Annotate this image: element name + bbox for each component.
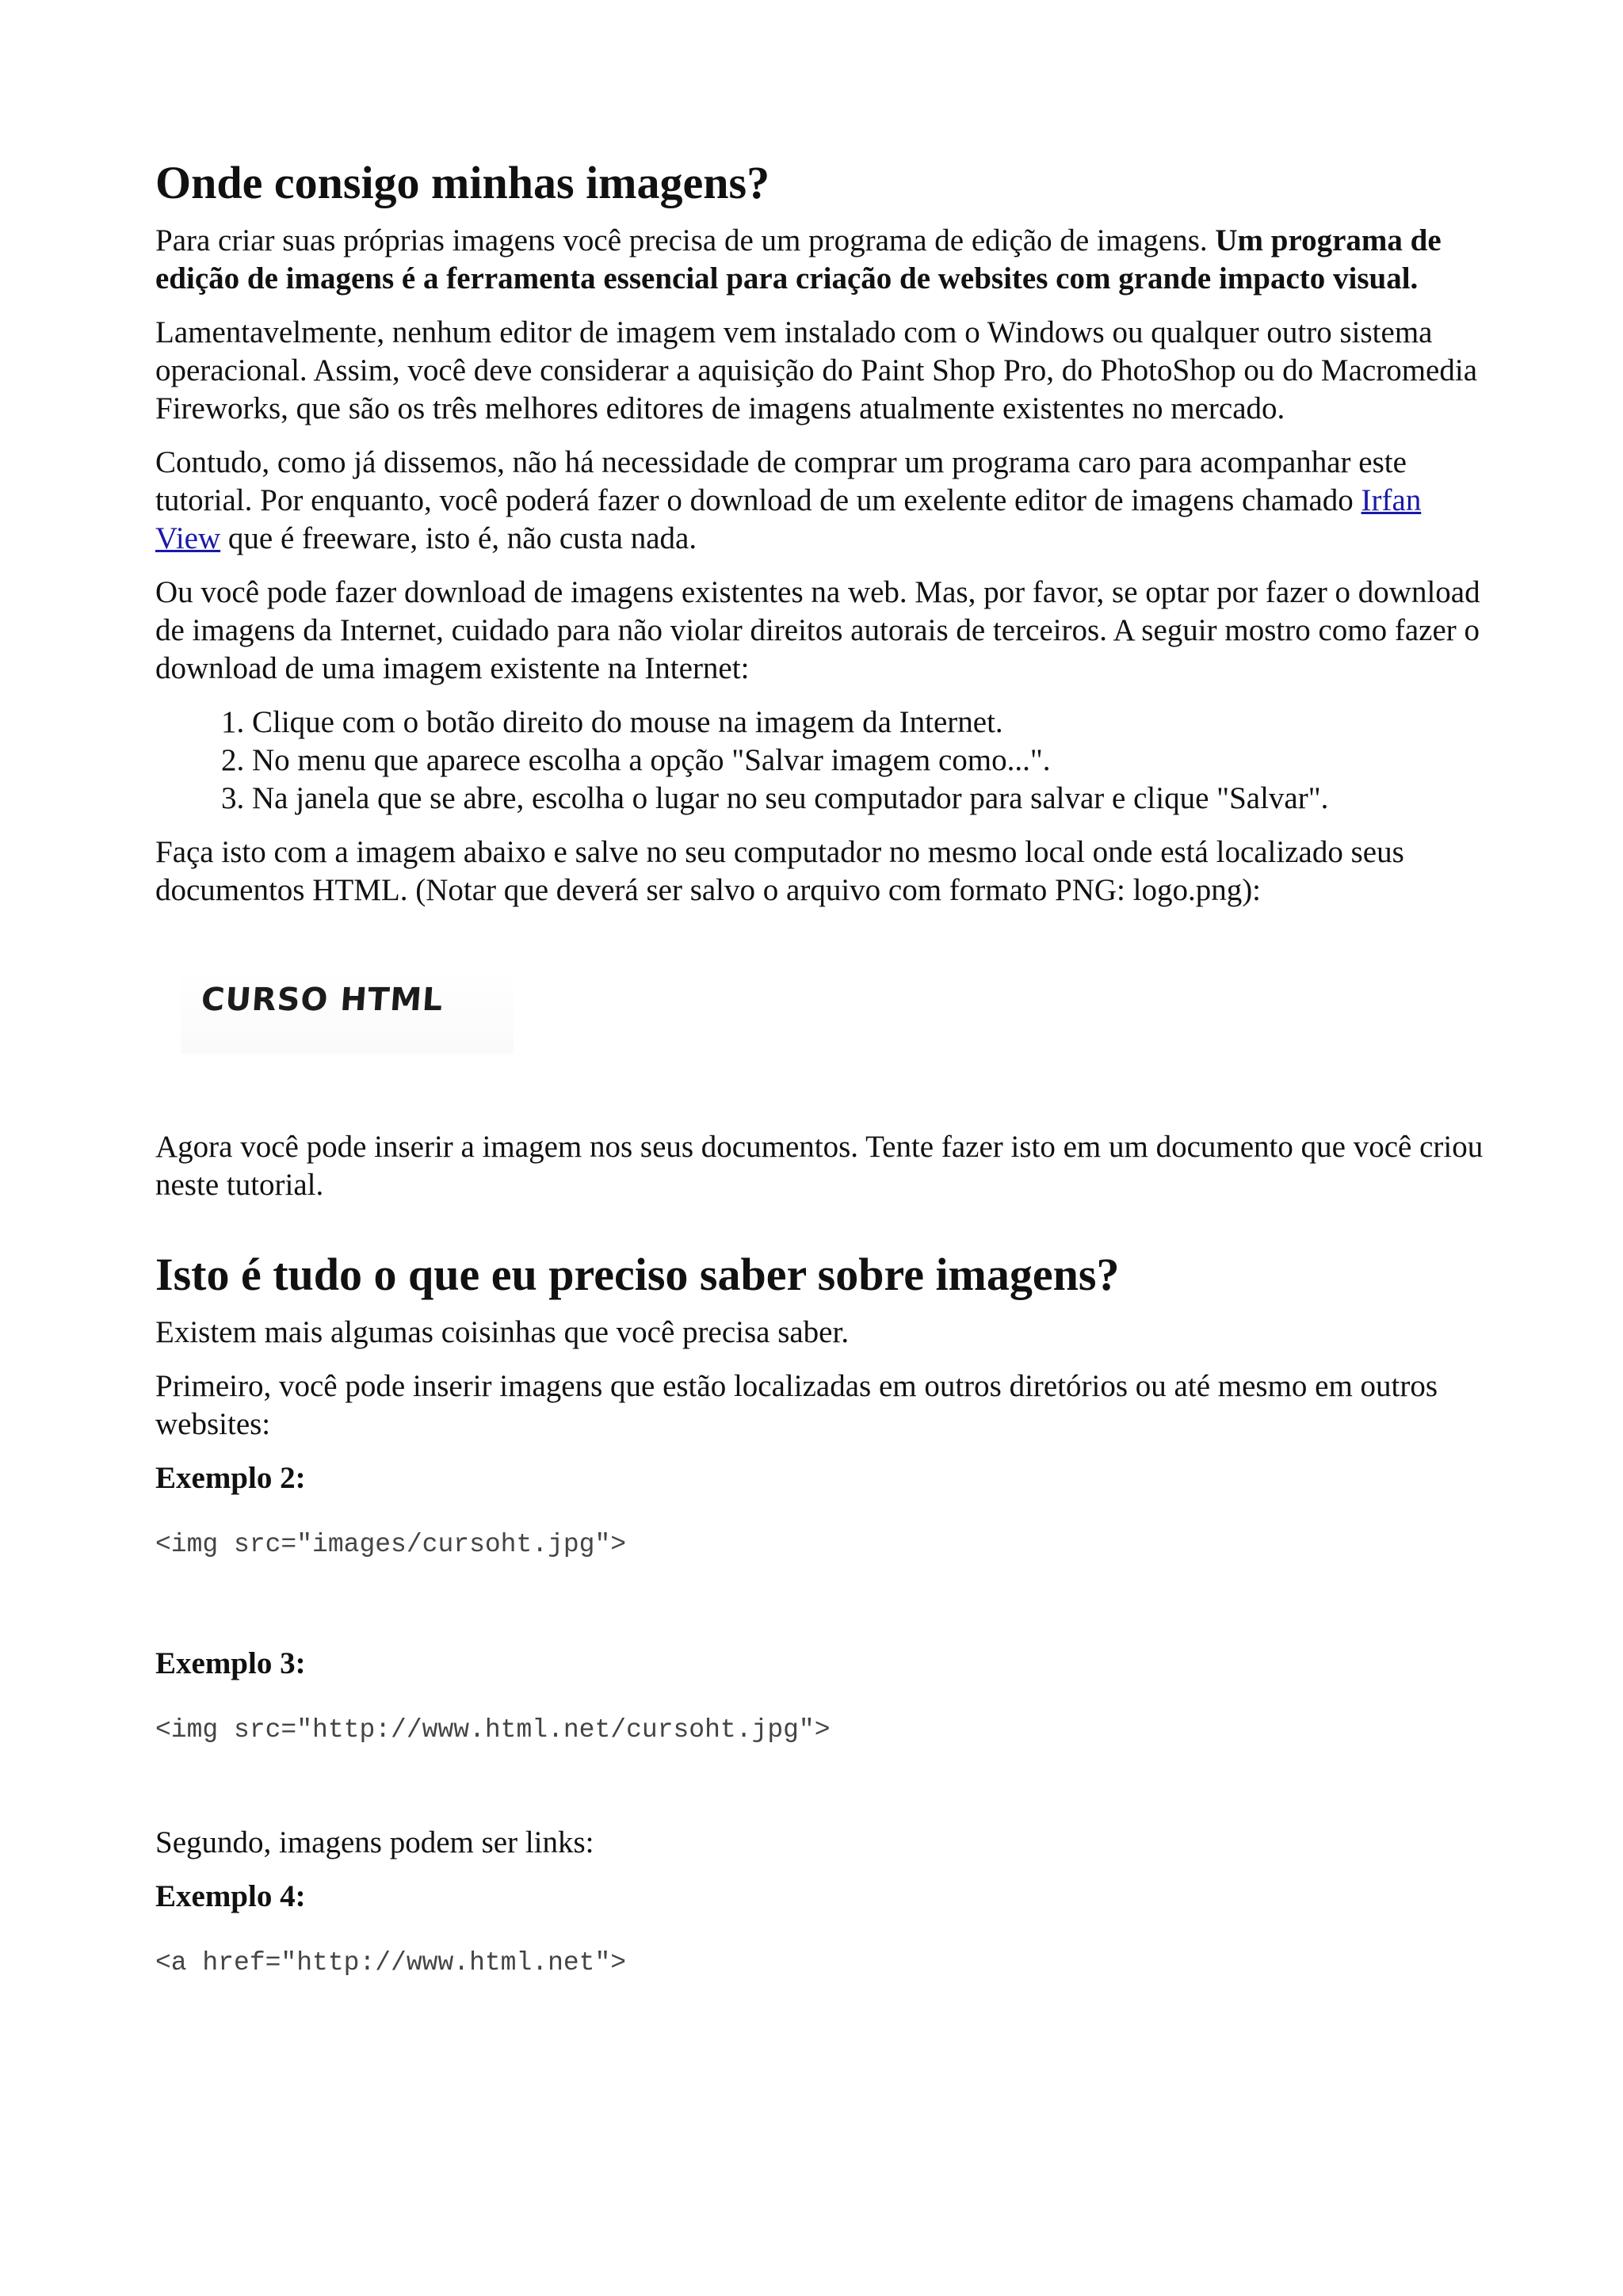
document-page xyxy=(155,155,1487,1979)
paragraph-other-directories: Primeiro, você pode inserir imagens que estão localizadas em outros diretórios ou até mesmo em outros websites: xyxy=(155,1369,1438,1441)
example-3-code: <img src="http://www.html.net/cursoht.jpg"> xyxy=(155,1715,831,1745)
paragraph-editors: Lamentavelmente, nenhum editor de imagem vem instalado com o Windows ou qualquer outro sistema operacional. Assim, você deve considerar a aquisição do Paint Shop Pro, do PhotoShop ou do Macromedia Fireworks, que são os três melhores editores de imagens atualmente existentes no mercado. xyxy=(155,315,1478,425)
section-heading-images: Onde consigo minhas imagens? xyxy=(155,157,770,208)
logo-text: CURSO HTML xyxy=(200,982,445,1018)
paragraph-insert-image: Agora você pode inserir a imagem nos seus documentos. Tente fazer isto em um documento que você criou neste tutorial. xyxy=(155,1130,1484,1202)
paragraph-more-things: Existem mais algumas coisinhas que você precisa saber. xyxy=(155,1315,850,1349)
example-4-code: <a href="http://www.html.net"> xyxy=(155,1948,627,1978)
list-item: 3. Na janela que se abre, escolha o lugar no seu computador para salvar e clique "Salvar". xyxy=(252,780,1487,818)
logo-container xyxy=(155,925,1487,1100)
paragraph-irfanview-after: que é freeware, isto é, não custa nada. xyxy=(220,521,697,555)
curso-html-logo-image[interactable] xyxy=(181,967,514,1054)
spacer xyxy=(155,1746,1487,1824)
section-heading-more: Isto é tudo o que eu preciso saber sobre imagens? xyxy=(155,1249,1120,1300)
example-2-label: Exemplo 2: xyxy=(155,1461,306,1495)
paragraph-intro-bold: Um programa de edição de imagens é a ferramenta essencial para criação de websites com grande impacto visual. xyxy=(155,223,1442,296)
paragraph-download: Ou você pode fazer download de imagens existentes na web. Mas, por favor, se optar por fazer o download de imagens da Internet, cuidado para não violar direitos autorais de terceiros. A seguir mostro como fazer o download de uma imagem existente na Internet: xyxy=(155,575,1480,685)
spacer xyxy=(155,1561,1487,1645)
paragraph-irfanview xyxy=(155,444,1487,558)
list-item: 1. Clique com o botão direito do mouse na imagem da Internet. xyxy=(252,704,1487,742)
paragraph-intro-text: Para criar suas próprias imagens você precisa de um programa de edição de imagens. xyxy=(155,223,1216,257)
download-steps-list xyxy=(155,704,1487,818)
paragraph-save-image: Faça isto com a imagem abaixo e salve no seu computador no mesmo local onde está localizado seus documentos HTML. (Notar que deverá ser salvo o arquivo com formato PNG: logo.png): xyxy=(155,835,1404,907)
irfan-view-link[interactable]: Irfan View xyxy=(155,483,1422,555)
paragraph-irfanview-before: Contudo, como já dissemos, não há necessidade de comprar um programa caro para acompanhar este tutorial. Por enquanto, você poderá fazer o download de um exelente editor de imagens chamado xyxy=(155,445,1407,517)
list-item: 2. No menu que aparece escolha a opção "Salvar imagem como...". xyxy=(252,742,1487,780)
paragraph-intro xyxy=(155,222,1487,298)
example-2-code: <img src="images/cursoht.jpg"> xyxy=(155,1530,627,1559)
example-3-label: Exemplo 3: xyxy=(155,1646,306,1680)
example-4-label: Exemplo 4: xyxy=(155,1879,306,1913)
paragraph-image-links: Segundo, imagens podem ser links: xyxy=(155,1825,594,1859)
